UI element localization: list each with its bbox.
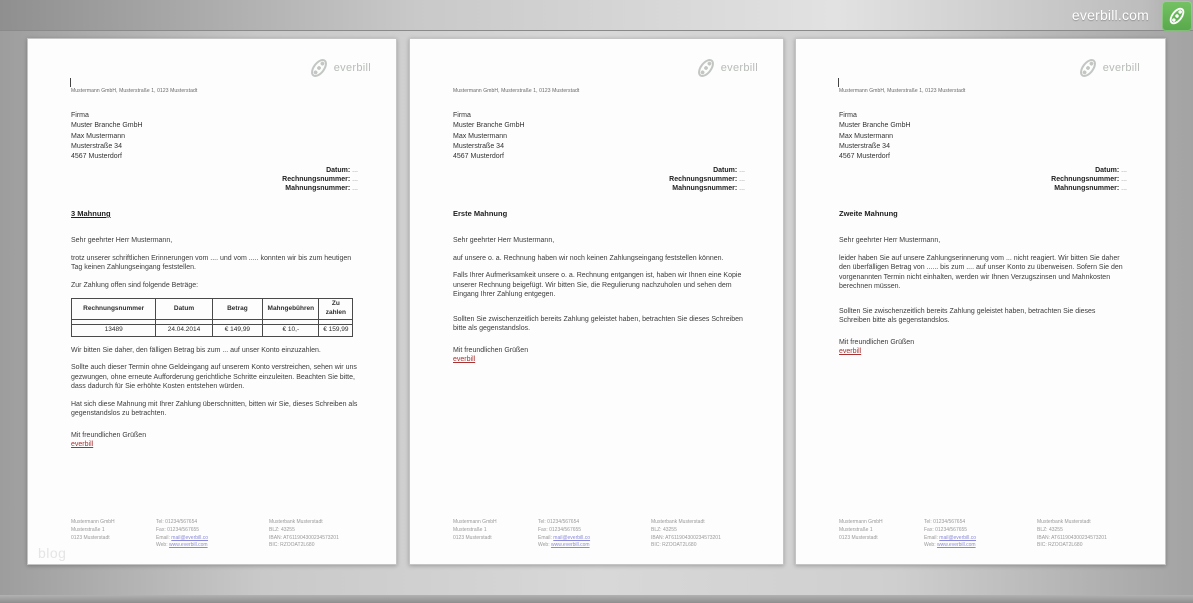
- footer-bank: [269, 519, 339, 550]
- footer-line: IBAN: AT611904300234573201: [1037, 534, 1107, 541]
- closing: Mit freundlichen Grüßen: [453, 346, 529, 354]
- sender-line: Mustermann GmbH, Musterstraße 1, 0123 Musterstadt: [453, 88, 580, 94]
- invoice-number-value: ...: [1121, 176, 1127, 184]
- footer-address: [453, 519, 497, 542]
- paragraph: auf unsere o. a. Rechnung haben wir noch keinen Zahlungseingang feststellen können.: [453, 254, 724, 262]
- footer-fax: Fax: 01234/567655: [538, 526, 582, 533]
- closing: Mit freundlichen Grüßen: [839, 338, 915, 346]
- footer-email-label: Email:: [156, 534, 172, 541]
- footer-web-link[interactable]: www.everbill.com: [936, 542, 976, 549]
- date-label: Datum:: [713, 167, 738, 174]
- footer-line: 0123 Musterstadt: [453, 534, 492, 541]
- letter-meta: [1051, 166, 1127, 194]
- recipient-address: [71, 111, 143, 163]
- footer-web-link[interactable]: www.everbill.com: [168, 542, 208, 549]
- footer-line: BLZ: 43255: [651, 526, 677, 533]
- footer-line: BLZ: 43255: [269, 526, 295, 533]
- signature-link[interactable]: everbill: [839, 348, 862, 356]
- top-banner: [0, 0, 1193, 31]
- footer-line: IBAN: AT611904300234573201: [651, 534, 721, 541]
- table-header-row: [72, 299, 353, 320]
- footer-line: IBAN: AT611904300234573201: [269, 534, 339, 541]
- letter-meta: [282, 166, 358, 194]
- logo-wordmark: everbill: [1102, 62, 1140, 74]
- footer-fax: Fax: 01234/567655: [924, 526, 968, 533]
- footer-address: [71, 519, 115, 542]
- footer-line: 0123 Musterstadt: [71, 534, 110, 541]
- footer-line: Mustermann GmbH: [453, 519, 497, 525]
- reminder-number-label: Mahnungsnummer:: [285, 185, 351, 193]
- footer-line: BLZ: 43255: [1037, 526, 1063, 533]
- footer-line: Musterstraße 1: [71, 526, 105, 533]
- logo-wordmark: everbill: [333, 62, 371, 74]
- everbill-letterhead-logo: [694, 56, 758, 80]
- cell-total: € 159,99: [319, 324, 353, 336]
- footer-line: Musterstraße 1: [839, 526, 873, 533]
- footer-web-link[interactable]: www.everbill.com: [550, 542, 590, 549]
- recipient-line: 4567 Musterdorf: [453, 153, 504, 161]
- footer-line: Musterstraße 1: [453, 526, 487, 533]
- footer-web-label: Web:: [924, 542, 937, 549]
- letter-page-erste-mahnung: [409, 38, 784, 565]
- footer-line: BIC: RZOOAT2L680: [651, 542, 697, 549]
- recipient-line: 4567 Musterdorf: [839, 153, 890, 161]
- paragraph: trotz unserer schriftlichen Erinnerungen vom .... und vom ..... konnten wir bis zum heutigen Tag keinen Zahlungseingang feststellen.: [71, 254, 352, 272]
- amounts-table: [71, 298, 353, 336]
- everbill-letterhead-logo: [307, 56, 371, 80]
- paragraph: Falls Ihrer Aufmerksamkeit unsere o. a. Rechnung entgangen ist, haben wir Ihnen eine Kopie unserer Rechnung beigefügt. Wir bitten Sie, die Regulierung nachzuholen und sehen dem Eingang Ihrer Zahlung entgegen.: [453, 272, 742, 299]
- date-value: ...: [1121, 167, 1127, 174]
- footer-line: Mustermann GmbH: [71, 519, 115, 525]
- table-row: [72, 324, 353, 336]
- cell-fees: € 10,-: [263, 324, 319, 336]
- cell-invoice-number: 13489: [72, 324, 156, 336]
- recipient-line: Firma: [71, 112, 89, 119]
- col-header-fees: Mahngebühren: [263, 299, 319, 320]
- footer-line: BIC: RZOOAT2L680: [269, 542, 315, 549]
- reminder-number-value: ...: [739, 185, 745, 193]
- letter-page-zweite-mahnung: [795, 38, 1166, 565]
- recipient-line: Firma: [453, 112, 471, 119]
- recipient-line: Musterstraße 34: [839, 143, 890, 151]
- footer-email-label: Email:: [924, 534, 940, 541]
- footer-line: Musterbank Musterstadt: [651, 519, 705, 525]
- logo-wordmark: everbill: [720, 62, 758, 74]
- footer-line: 0123 Musterstadt: [839, 534, 878, 541]
- footer-address: [839, 519, 883, 542]
- date-value: ...: [352, 167, 358, 174]
- recipient-line: Muster Branche GmbH: [839, 122, 911, 130]
- paragraph: Wir bitten Sie daher, den fälligen Betrag bis zum ... auf unser Konto einzuzahlen.: [71, 346, 321, 354]
- invoice-number-value: ...: [739, 176, 745, 184]
- invoice-number-label: Rechnungsnummer:: [282, 176, 351, 184]
- paragraph: Sollten Sie zwischenzeitlich bereits Zahlung geleistet haben, betrachten Sie dieses Schreiben bitte als gegenstandslos.: [839, 307, 1096, 325]
- salutation: Sehr geehrter Herr Mustermann,: [453, 237, 555, 245]
- salutation: Sehr geehrter Herr Mustermann,: [839, 237, 941, 245]
- col-header-invoice-number: Rechnungsnummer: [72, 299, 156, 320]
- footer-line: Musterbank Musterstadt: [1037, 519, 1091, 525]
- date-label: Datum:: [326, 167, 351, 174]
- footer-contact: [538, 519, 590, 550]
- reminder-number-value: ...: [1121, 185, 1127, 193]
- footer-line: Mustermann GmbH: [839, 519, 883, 525]
- reminder-number-label: Mahnungsnummer:: [672, 185, 738, 193]
- footer-line: Musterbank Musterstadt: [269, 519, 323, 525]
- recipient-line: Max Mustermann: [71, 132, 126, 140]
- letter-title: Erste Mahnung: [453, 209, 508, 218]
- reminder-number-label: Mahnungsnummer:: [1054, 185, 1120, 193]
- everbill-letterhead-logo: [1076, 56, 1140, 80]
- col-header-date: Datum: [156, 299, 212, 320]
- footer-email-link[interactable]: mail@everbill.co: [553, 534, 591, 541]
- footer-email-link[interactable]: mail@everbill.co: [939, 534, 977, 541]
- paragraph: Sollte auch dieser Termin ohne Geldeingang auf unserem Konto verstreichen, sehen wir uns gezwungen, ohne erneute Aufforderung gerichtliche Schritte einzuleiten. Beachten Sie bitte, dass dadurch für Sie erhöhte Kosten entstehen würden.: [71, 364, 357, 391]
- recipient-line: Muster Branche GmbH: [453, 122, 525, 130]
- salutation: Sehr geehrter Herr Mustermann,: [71, 237, 173, 245]
- invoice-number-label: Rechnungsnummer:: [1051, 176, 1120, 184]
- footer-web-label: Web:: [156, 542, 169, 549]
- footer-email-label: Email:: [538, 534, 554, 541]
- paragraph: Sollten Sie zwischenzeitlich bereits Zahlung geleistet haben, betrachten Sie dieses Schreiben bitte als gegenstandslos.: [453, 315, 743, 333]
- closing: Mit freundlichen Grüßen: [71, 431, 147, 439]
- letter-body: [71, 209, 359, 450]
- footer-fax: Fax: 01234/567655: [156, 526, 200, 533]
- pea-pod-icon: [307, 56, 331, 80]
- paragraph: leider haben Sie auf unsere Zahlungserinnerung vom ... nicht reagiert. Wir bitten Sie daher den überfälligen Betrag von ...... bis zum .... auf unser Konto zu überweisen. Sofern Sie den vorgenannten Termin nicht einhalten, werden wir Ihnen Verzugszinsen und Mahnkosten berechnen müssen.: [839, 254, 1123, 291]
- pea-pod-icon: [694, 56, 718, 80]
- letter-body: [453, 209, 746, 365]
- sender-line: Mustermann GmbH, Musterstraße 1, 0123 Musterstadt: [839, 88, 966, 94]
- footer-bank: [651, 519, 721, 550]
- footer-contact: [924, 519, 976, 550]
- signature-link[interactable]: everbill: [71, 441, 94, 449]
- reminder-number-value: ...: [352, 185, 358, 193]
- invoice-number-label: Rechnungsnummer:: [669, 176, 738, 184]
- letter-meta: [669, 166, 745, 194]
- bottom-strip: [0, 595, 1193, 603]
- footer-email-link[interactable]: mail@everbill.co: [171, 534, 209, 541]
- everbill-logo-icon[interactable]: [1162, 1, 1192, 31]
- date-value: ...: [739, 167, 745, 174]
- pea-pod-icon: [1076, 56, 1100, 80]
- recipient-address: [839, 111, 911, 163]
- recipient-address: [453, 111, 525, 163]
- recipient-line: Musterstraße 34: [453, 143, 504, 151]
- recipient-line: 4567 Musterdorf: [71, 153, 122, 161]
- footer-contact: [156, 519, 208, 550]
- letter-title: Zweite Mahnung: [839, 209, 898, 218]
- cell-date: 24.04.2014: [156, 324, 212, 336]
- recipient-line: Muster Branche GmbH: [71, 122, 143, 130]
- text-cursor-mark: [70, 78, 71, 87]
- recipient-line: Firma: [839, 112, 857, 119]
- footer-tel: Tel: 01234/567654: [538, 519, 580, 525]
- footer-line: BIC: RZOOAT2L680: [1037, 542, 1083, 549]
- footer-tel: Tel: 01234/567654: [924, 519, 966, 525]
- invoice-number-value: ...: [352, 176, 358, 184]
- blog-watermark: blog: [38, 545, 67, 561]
- cell-amount: € 149,99: [212, 324, 263, 336]
- footer-web-label: Web:: [538, 542, 551, 549]
- recipient-line: Max Mustermann: [839, 132, 894, 140]
- date-label: Datum:: [1095, 167, 1120, 174]
- col-header-total: Zu zahlen: [319, 299, 353, 320]
- letter-page-3-mahnung: [27, 38, 397, 565]
- footer-bank: [1037, 519, 1107, 550]
- footer-tel: Tel: 01234/567654: [156, 519, 198, 525]
- letter-body: [839, 209, 1128, 357]
- paragraph: Hat sich diese Mahnung mit Ihrer Zahlung überschnitten, bitten wir Sie, dieses Schreiben als gegenstandslos zu betrachten.: [71, 400, 358, 418]
- col-header-amount: Betrag: [212, 299, 263, 320]
- recipient-line: Musterstraße 34: [71, 143, 122, 151]
- paragraph: Zur Zahlung offen sind folgende Beträge:: [71, 281, 199, 289]
- site-title: everbill.com: [1071, 7, 1149, 23]
- recipient-line: Max Mustermann: [453, 132, 508, 140]
- sender-line: Mustermann GmbH, Musterstraße 1, 0123 Musterstadt: [71, 88, 198, 94]
- signature-link[interactable]: everbill: [453, 356, 476, 364]
- letter-title: 3 Mahnung: [71, 209, 111, 218]
- text-cursor-mark: [838, 78, 839, 87]
